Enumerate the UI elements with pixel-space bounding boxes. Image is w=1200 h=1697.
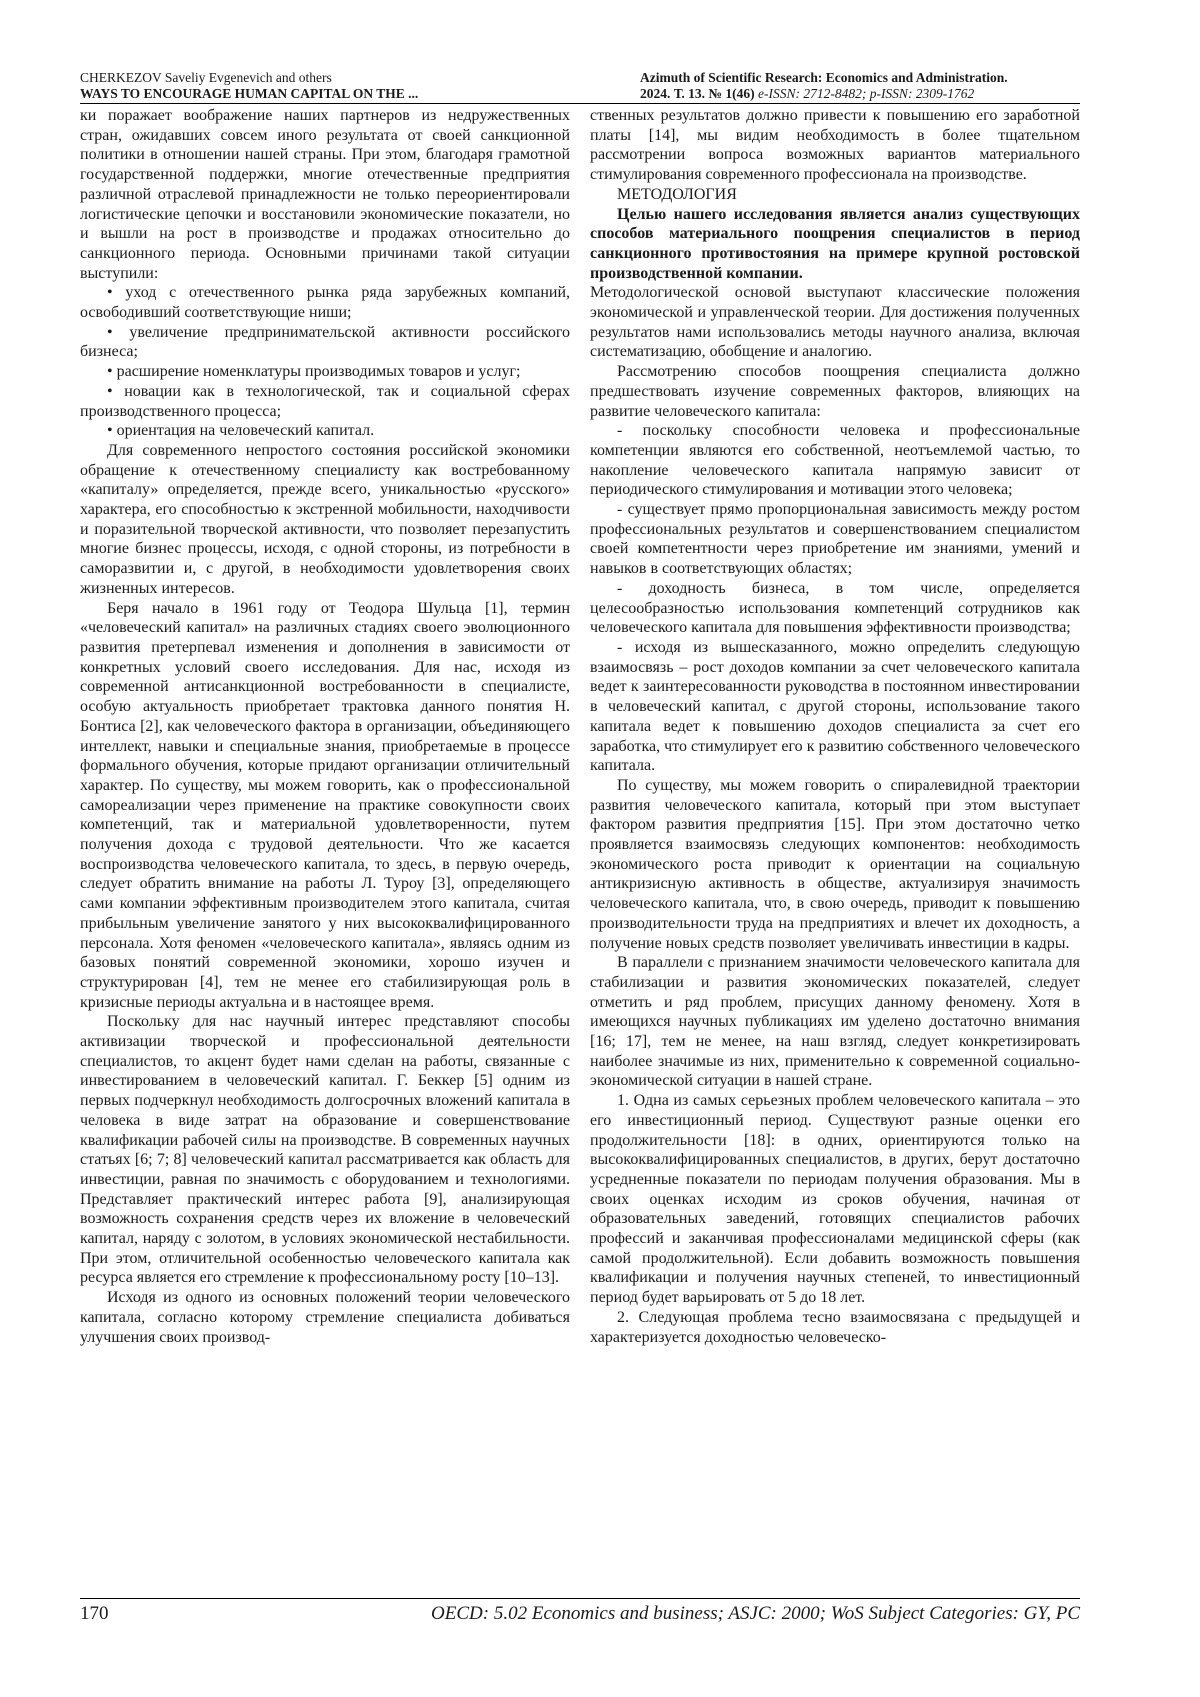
- header-journal: Azimuth of Scientific Research: Economics and Administration.: [640, 70, 1008, 85]
- bullet-item: • увеличение предпринимательской активности российского бизнеса;: [80, 323, 570, 361]
- paragraph: 1. Одна из самых серьезных проблем человеческого капитала – это его инвестиционный период. Существуют разные оценки его продолжительности [18]: в одних, ориентируются только на высококвалифицированных специалистов, в других, берут достаточно усредненные показатели по периодам получения образования. Мы в своих оценках исходим из сроков обучения, начиная от образовательных заведений, готовящих специалистов рабочих профессий и заканчивая профессионалами медицинской сферы (как самой продолжительной). Если добавить возможность повышения квалификации и получения научных степеней, то инвестиционный период будет варьировать от 5 до 18 лет.: [590, 1092, 1080, 1307]
- bullet-item: • новации как в технологической, так и социальной сферах производственного процесса;: [80, 382, 570, 420]
- aim-paragraph: Целью нашего исследования является анализ существующих способов материального поощрения специалистов в период санкционного противостояния на примере крупной ростовской производственной компании.: [590, 205, 1080, 282]
- dash-item: - исходя из вышесказанного, можно определить следующую взаимосвязь – рост доходов компании за счет человеческого капитала ведет к заинтересованности руководства в постоянном инвестировании в человеческий капитал, с другой стороны, использование такого капитала ведет к повышению доходов специалиста за счет его заработка, что стимулирует его к развитию собственного человеческого капитала.: [590, 638, 1080, 775]
- paragraph: По существу, мы можем говорить о спиралевидной траектории развития человеческого капитала, который при этом выступает фактором развития предприятия [15]. При этом достаточно четко проявляется взаимосвязь следующих компонентов: необходимость экономического роста приводит к ориентации на социальную антикризисную активность в обществе, актуализируя значимость человеческого капитала, что, в свою очередь, приводит к повышению производительности труда на предприятиях и влечет их доходность, а получение новых средств позволяет увеличивать инвестиции в кадры.: [590, 776, 1080, 952]
- methodology-paragraph: Методологической основой выступают классические положения экономической и управленческой теории. Для достижения полученных результатов нами использовались методы научного анализа, включая систематизацию, обобщение и аналогию.: [590, 284, 1080, 361]
- dash-item: - доходность бизнеса, в том числе, определяется целесообразностью использования компетенций сотрудников как человеческого капитала для повышения эффективности производства;: [590, 579, 1080, 637]
- header-issn: e-ISSN: 2712-8482; p-ISSN: 2309-1762: [757, 86, 975, 101]
- paragraph: ственных результатов должно привести к повышению его заработной платы [14], мы видим необходимость в более тщательном рассмотрении вопроса возможных вариантов материального стимулирования современного профессионала на производстве.: [590, 107, 1080, 184]
- footer-divider: [80, 1598, 1080, 1599]
- paragraph: Рассмотрению способов поощрения специалиста должно предшествовать изучение современных факторов, влияющих на развитие человеческого капитала:: [590, 363, 1080, 420]
- page-number: 170: [80, 1603, 109, 1624]
- paragraph: 2. Следующая проблема тесно взаимосвязана с предыдущей и характеризуется доходностью человеческо-: [590, 1308, 1080, 1346]
- section-heading: МЕТОДОЛОГИЯ: [617, 185, 737, 203]
- paragraph: В параллели с признанием значимости человеческого капитала для стабилизации и развития экономических показателей, следует отметить и ряд проблем, присущих данному феномену. Хотя в имеющихся научных публикациях им уделено достаточно внимания [16; 17], тем не менее, на наш взгляд, следует конкретизировать наиболее значимые из них, применительно к современной социально-экономической ситуации в нашей стране.: [590, 954, 1080, 1090]
- right-column: [590, 106, 1080, 1596]
- dash-item: - существует прямо пропорциональная зависимость между ростом профессиональных результатов и совершенствованием специалистом своей компетентности через приобретение им знаниями, умений и навыков в соответствующих областях;: [590, 501, 1080, 578]
- header-right: [640, 70, 1080, 102]
- paragraph: Для современного непростого состояния российской экономики обращение к отечественному специалисту как востребованному «капиталу» определяется, прежде всего, уникальностью «русского» характера, его способностью к экстренной мобильности, находчивости и поразительной творческой активности, что позволяет перезапустить многие бизнес процессы, исходя, с одной стороны, из потребности в саморазвитии и, с другой, в необходимости удовлетворения своих жизненных интересов.: [80, 441, 570, 597]
- bullet-item: • расширение номенклатуры производимых товаров и услуг;: [107, 363, 521, 381]
- dash-item: - поскольку способности человека и профессиональные компетенции являются его собственной, неотъемлемой частью, то накопление человеческого капитала напрямую зависит от периодического стимулирования и мотивации этого человека;: [590, 422, 1080, 499]
- left-column: [80, 106, 570, 1596]
- header-issue: 2024. Т. 13. № 1(46): [640, 86, 755, 101]
- paragraph: Беря начало в 1961 году от Теодора Шульца [1], термин «человеческий капитал» на различных стадиях своего эволюционного развития претерпевал изменения и дополнения в зависимости от конкретных условий своего исследования. Для нас, исходя из современной антисанкционной востребованности в специалисте, особую актуальность приобретает трактовка данного понятия Н. Бонтиса [2], как человеческого фактора в организации, объединяющего интеллект, навыки и специальные знания, приобретаемые в процессе формального обучения, которые придают организации отличительный характер. По существу, мы можем говорить, как о профессиональной самореализации через применение на практике совокупности своих компетенций, так и материальной удовлетворенности, путем получения дохода с трудовой деятельности. Что же касается воспроизводства человеческого капитала, то здесь, в первую очередь, следует обратить внимание на работы Л. Туроу [3], определяющего сами компании эффективным производителем этого капитала, считая прибыльным увеличение занятого у них высококвалифицированного персонала. Хотя феномен «человеческого капитала», являясь одним из базовых понятий современной экономики, хорошо изучен и структурирован [4], тем не менее его стабилизирующая роль в кризисные периоды актуальна и в настоящее время.: [80, 599, 570, 1011]
- running-header: [80, 70, 1080, 104]
- header-divider: [80, 103, 1080, 104]
- paragraph: Исходя из одного из основных положений теории человеческого капитала, согласно которому стремление специалиста добиваться улучшения своих производ-: [80, 1289, 570, 1346]
- header-article-title: WAYS TO ENCOURAGE HUMAN CAPITAL ON THE ...: [80, 86, 419, 101]
- header-left: [80, 70, 418, 102]
- bullet-item: • уход с отечественного рынка ряда зарубежных компаний, освободивший соответствующие ниши;: [80, 284, 570, 322]
- bullet-item: • ориентация на человеческий капитал.: [107, 422, 375, 440]
- header-issue-line: [640, 86, 1080, 102]
- header-authors: CHERKEZOV Saveliy Evgenevich and others: [80, 70, 332, 85]
- paragraph: Поскольку для нас научный интерес представляют способы активизации творческой и профессиональной деятельности специалистов, то акцент будет нами сделан на работы, связанные с инвестированием в человеческий капитал. Г. Беккер [5] одним из первых подчеркнул необходимость долгосрочных вложений капитала в человека в виде затрат на образование и совершенствование квалификации рабочей силы на производстве. В современных научных статьях [6; 7; 8] человеческий капитал рассматривается как область для инвестиции, равная по значимость с оборудованием и технологиями. Представляет практический интерес работа [9], анализирующая возможность сохранения средств через их вложение в человеческий капитал, наряду с золотом, в условиях экономической нестабильности. При этом, отличительной особенностью человеческого капитала как ресурса является его стремление к профессиональному росту [10–13].: [80, 1013, 570, 1287]
- paragraph: ки поражает воображение наших партнеров из недружественных стран, ожидавших совсем иного результата от своей санкционной политики в отношении нашей страны. При этом, благодаря грамотной государственной поддержки, многие отечественные предприятия различной отраслевой принадлежности не только переориентировали логистические цепочки и восстановили экономические показатели, но и вышли на рост в производстве и продажах относительно до санкционного периода. Основными причинами такой ситуации выступили:: [80, 107, 570, 282]
- footer-classification: OECD: 5.02 Economics and business; ASJC: 2000; WoS Subject Categories: GY, PC: [431, 1603, 1080, 1624]
